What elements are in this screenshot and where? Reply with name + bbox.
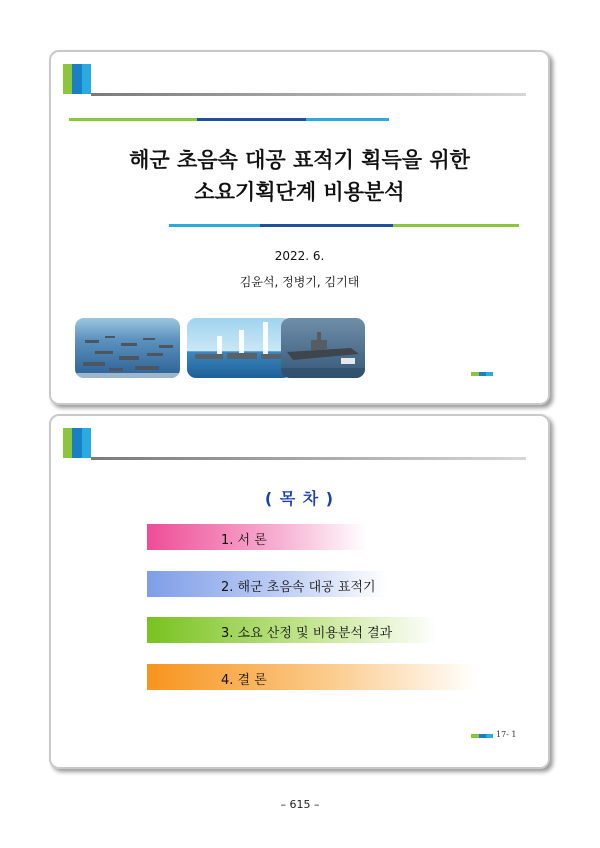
color-stripe-top (69, 118, 389, 121)
warship-photo (281, 318, 365, 378)
toc-item-label: 3. 소요 산정 및 비용분석 결과 (221, 626, 393, 641)
report-date: 2022. 6. (274, 249, 325, 263)
toc-item-label: 1. 서 론 (221, 533, 267, 548)
naval-fleet-photo (75, 318, 180, 378)
toc-item-introduction[interactable] (147, 524, 367, 550)
toc-item-cost-analysis[interactable] (147, 617, 437, 643)
toc-item-label: 2. 해군 초음속 대공 표적기 (221, 580, 376, 595)
header-rule (91, 93, 526, 96)
toc-item-conclusion[interactable] (147, 664, 477, 690)
contents-slide (49, 414, 550, 769)
toc-item-label: 4. 결 론 (221, 673, 267, 688)
header-rule (91, 457, 526, 460)
author-list: 김윤석, 정병기, 김기태 (239, 275, 360, 289)
slide-page-code: 17- 1 (496, 730, 517, 739)
slide-title (51, 144, 548, 208)
title-line-2: 소요기획단계 비용분석 (194, 180, 405, 204)
corner-logo-bars-icon (471, 734, 493, 738)
title-line-1: 해군 초음속 대공 표적기 획득을 위한 (129, 148, 470, 172)
toc-item-target-drone[interactable] (147, 571, 387, 597)
logo-bars-icon (63, 428, 91, 458)
title-slide (49, 50, 550, 405)
corner-logo-bars-icon (471, 372, 493, 376)
color-stripe-bottom (169, 224, 519, 227)
toc-item-bar (147, 664, 477, 690)
page-number: – 615 – (280, 798, 320, 811)
toc-title: ( 목 차 ) (264, 489, 335, 508)
logo-bars-icon (63, 64, 91, 94)
missile-launch-photo (187, 318, 292, 378)
